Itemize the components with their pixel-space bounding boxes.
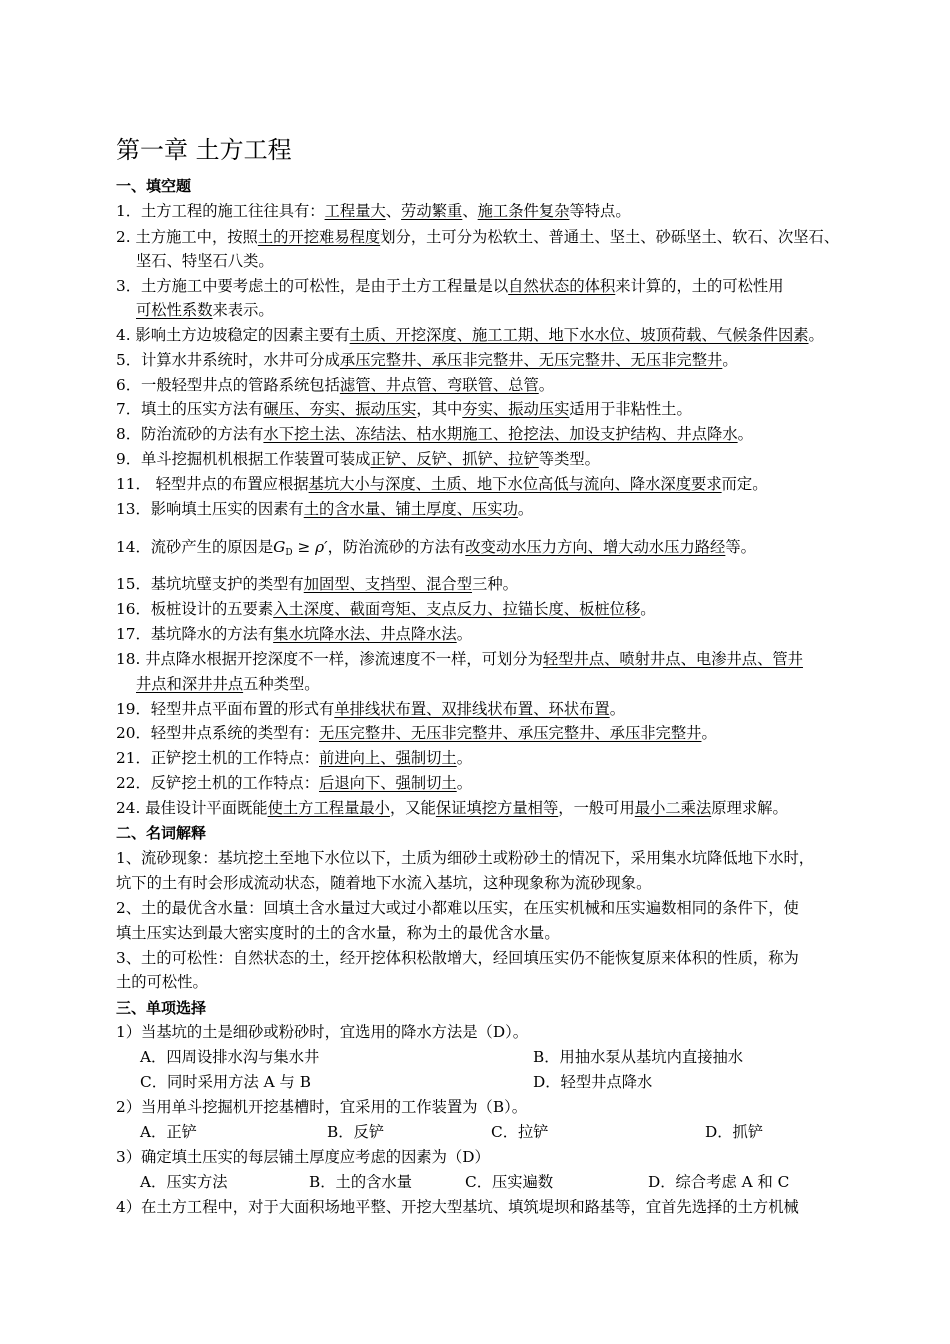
choice-q1-option-b: B．用抽水泵从基坑内直接抽水 <box>533 1048 744 1066</box>
choice-q3-option-c: C．压实遍数 <box>465 1173 554 1191</box>
fill-q5: 5．计算水井系统时，水井可分成承压完整井、承压非完整井、无压完整井、无压非完整井。 <box>116 351 738 369</box>
fill-q13: 13．影响填土压实的因素有土的含水量、铺土厚度、压实功。 <box>116 500 534 518</box>
fill-q3: 3．土方施工中要考虑土的可松性，是由于土方工程量是以自然状态的体积来计算的，土的可松性用 <box>116 277 784 295</box>
choice-q1: 1）当基坑的土是细砂或粉砂时，宜选用的降水方法是（D）。 <box>116 1023 529 1041</box>
choice-q4: 4）在土方工程中，对于大面积场地平整、开挖大型基坑、填筑堤坝和路基等，宜首先选择的土方机械 <box>116 1198 799 1216</box>
choice-q3-option-a: A．压实方法 <box>140 1173 228 1191</box>
fill-q2-cont: 坚石、特坚石八类。 <box>136 252 274 270</box>
fill-q11: 11． 轻型井点的布置应根据基坑大小与深度、土质、地下水位高低与流向、降水深度要求而定。 <box>116 475 768 493</box>
fill-q24: 24. 最佳设计平面既能使土方工程量最小，又能保证填挖方量相等，一般可用最小二乘法原理求解。 <box>116 799 788 817</box>
section-heading-choice: 三、单项选择 <box>116 999 207 1017</box>
choice-q3-option-d: D．综合考虑 A 和 C <box>648 1173 790 1191</box>
fill-q18-cont: 井点和深井井点五种类型。 <box>136 675 320 693</box>
choice-q2: 2）当用单斗挖掘机开挖基槽时，宜采用的工作装置为（B）。 <box>116 1098 528 1116</box>
flow-sand-formula: $G_D \ge \rho'$ <box>273 538 328 558</box>
fill-q16: 16．板桩设计的五要素入土深度、截面弯矩、支点反力、拉锚长度、板桩位移。 <box>116 600 656 618</box>
chapter-title: 第一章 土方工程 <box>116 136 292 164</box>
choice-q1-option-a: A．四周设排水沟与集水井 <box>140 1048 320 1066</box>
fill-q17: 17．基坑降水的方法有集水坑降水法、井点降水法。 <box>116 625 473 643</box>
choice-q3: 3）确定填土压实的每层铺土厚度应考虑的因素为（D） <box>116 1148 490 1166</box>
choice-q1-option-d: D．轻型井点降水 <box>533 1073 653 1091</box>
term-3-line-1: 3、土的可松性：自然状态的土，经开挖体积松散增大，经回填压实仍不能恢复原来体积的性质，称为 <box>116 949 799 967</box>
term-2-line-1: 2、土的最优含水量：回填土含水量过大或过小都难以压实，在压实机械和压实遍数相同的条件下，使 <box>116 899 799 917</box>
fill-q3-cont: 可松性系数来表示。 <box>136 301 274 319</box>
term-2-line-2: 填土压实达到最大密实度时的土的含水量，称为土的最优含水量。 <box>116 924 560 942</box>
term-3-line-2: 土的可松性。 <box>116 973 208 991</box>
fill-q7: 7．填土的压实方法有碾压、夯实、振动压实，其中夯实、振动压实适用于非粘性土。 <box>116 400 692 418</box>
fill-q2: 2. 土方施工中，按照土的开挖难易程度划分，土可分为松软土、普通土、坚土、砂砾坚土、软石、次坚石、 <box>116 228 840 246</box>
fill-q22: 22．反铲挖土机的工作特点：后退向下、强制切土。 <box>116 774 473 792</box>
fill-q20: 20．轻型井点系统的类型有：无压完整井、无压非完整井、承压完整井、承压非完整井。 <box>116 724 717 742</box>
fill-q14: 14．流砂产生的原因是$G_D \ge \rho'$，防治流砂的方法有改变动水压力方向、增大动水压力路经等。 <box>116 538 756 558</box>
fill-q6: 6．一般轻型井点的管路系统包括滤管、井点管、弯联管、总管。 <box>116 376 555 394</box>
section-heading-fill: 一、填空题 <box>116 177 192 195</box>
fill-q15: 15．基坑坑壁支护的类型有加固型、支挡型、混合型三种。 <box>116 575 518 593</box>
fill-q18: 18. 井点降水根据开挖深度不一样，渗流速度不一样，可划分为轻型井点、喷射井点、电渗井点、管井 <box>116 650 803 668</box>
fill-q1: 1．土方工程的施工往往具有：工程量大、劳动繁重、施工条件复杂等特点。 <box>116 202 631 220</box>
fill-q21: 21．正铲挖土机的工作特点：前进向上、强制切土。 <box>116 749 473 767</box>
fill-q4: 4. 影响土方边坡稳定的因素主要有土质、开挖深度、施工工期、地下水水位、坡顶荷载、气候条件因素。 <box>116 326 824 344</box>
choice-q2-option-c: C．拉铲 <box>491 1123 549 1141</box>
choice-q3-option-b: B．土的含水量 <box>309 1173 413 1191</box>
choice-q2-option-d: D．抓铲 <box>705 1123 764 1141</box>
section-heading-terms: 二、名词解释 <box>116 824 207 842</box>
fill-q19: 19．轻型井点平面布置的形式有单排线状布置、双排线状布置、环状布置。 <box>116 700 625 718</box>
choice-q2-option-b: B．反铲 <box>327 1123 385 1141</box>
term-1-line-1: 1、流砂现象：基坑挖土至地下水位以下，土质为细砂土或粉砂土的情况下，采用集水坑降低地下水时， <box>116 849 815 867</box>
fill-q8: 8．防治流砂的方法有水下挖土法、冻结法、枯水期施工、抢挖法、加设支护结构、井点降水。 <box>116 425 753 443</box>
term-1-line-2: 坑下的土有时会形成流动状态，随着地下水流入基坑，这种现象称为流砂现象。 <box>116 874 652 892</box>
fill-q9: 9．单斗挖掘机机根据工作装置可装成正铲、反铲、抓铲、拉铲等类型。 <box>116 450 600 468</box>
choice-q2-option-a: A．正铲 <box>140 1123 197 1141</box>
choice-q1-option-c: C．同时采用方法 A 与 B <box>140 1073 311 1091</box>
